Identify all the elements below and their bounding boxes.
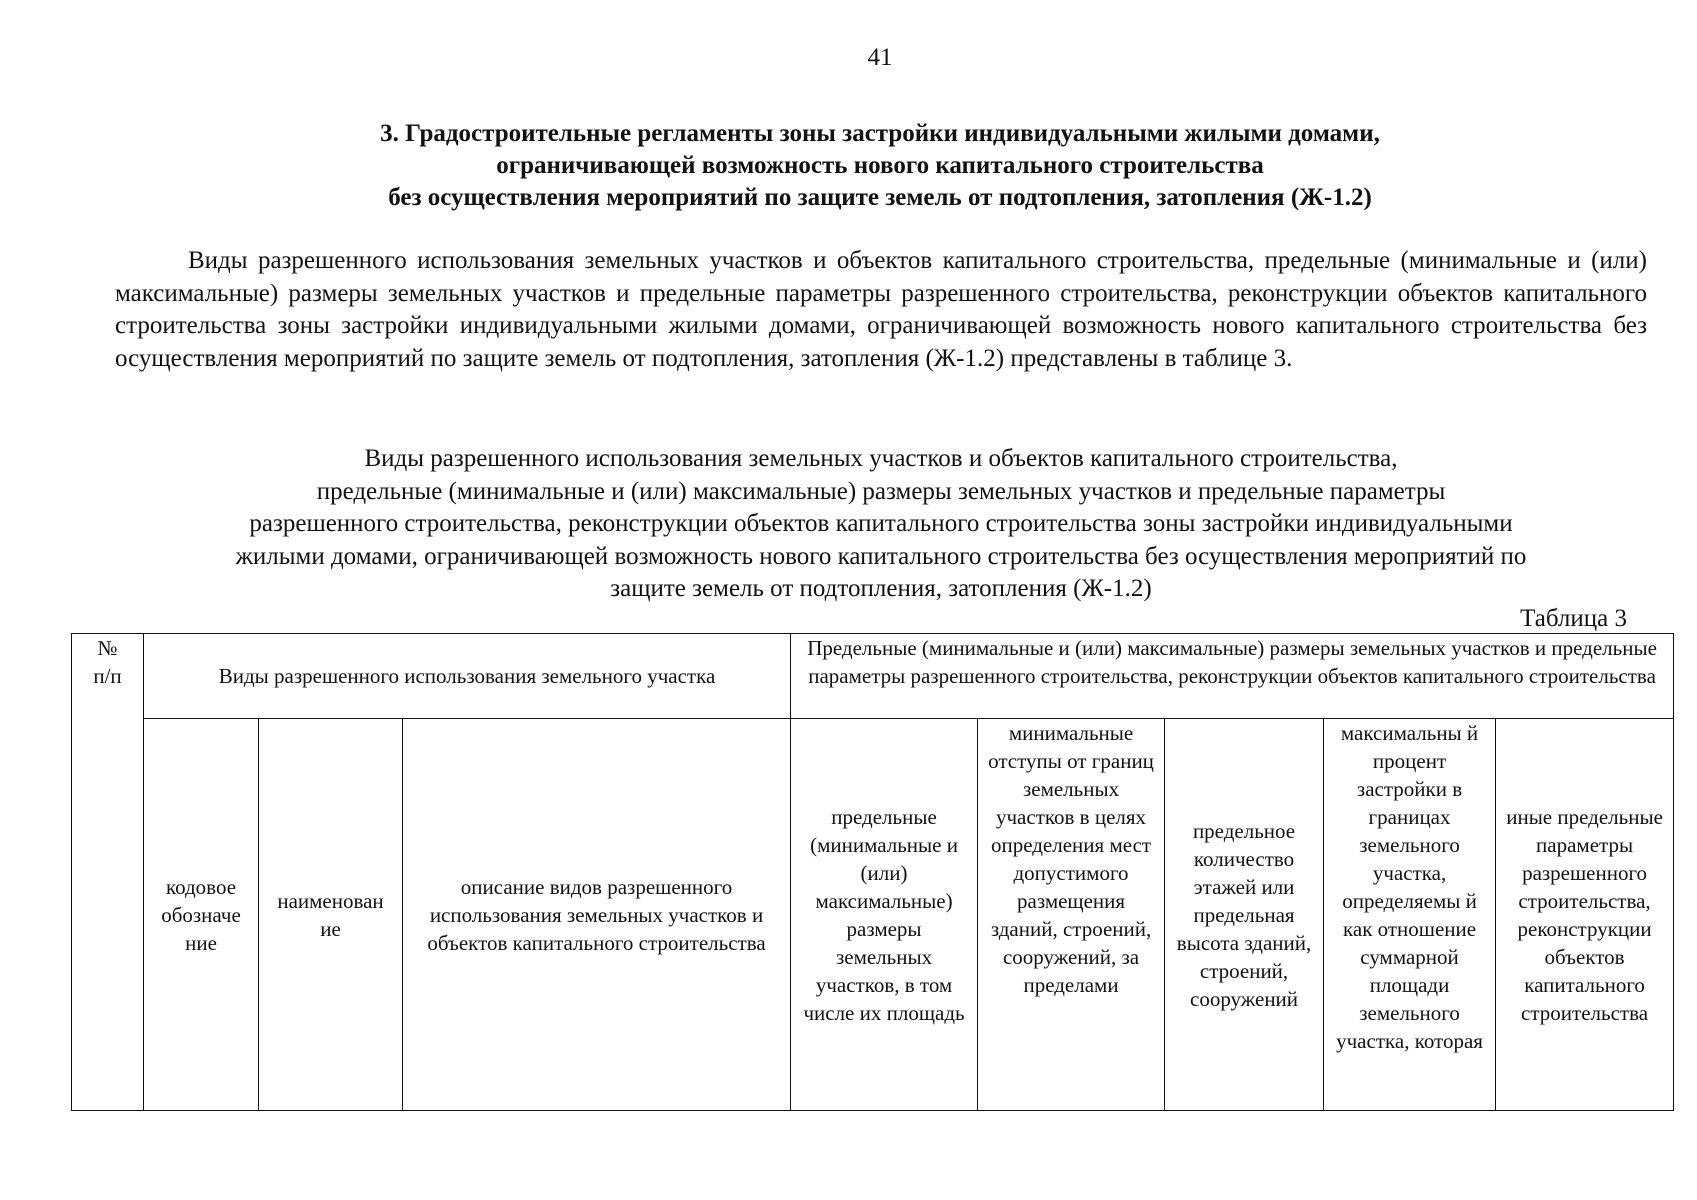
regulations-table bbox=[71, 633, 1674, 1111]
plot-size-column-header bbox=[791, 719, 978, 1111]
table-caption bbox=[115, 443, 1647, 606]
table-label: Таблица 3 bbox=[1520, 605, 1627, 632]
other-params-column-header bbox=[1496, 719, 1674, 1111]
plot-size-column-text: предельные (минимальные и (или) максимальные) размеры земельных участков, в том числе их площадь bbox=[803, 804, 965, 1025]
caption-line: жилыми домами, ограничивающей возможность нового капитального строительства без осуществления мероприятий по bbox=[235, 542, 1527, 570]
section-heading bbox=[150, 118, 1610, 214]
coverage-column-text: максимальны й процент застройки в границах земельного участка, определяемы й как отношение суммарной площади земельного участка, которая bbox=[1336, 721, 1483, 1053]
floors-column-text: предельное количество этажей или предельная высота зданий, строений, сооружений bbox=[1176, 818, 1312, 1011]
floors-column-header bbox=[1165, 719, 1324, 1111]
limits-group-header: Предельные (минимальные и (или) максимальные) размеры земельных участков и предельные параметры разрешенного строительства, реконструкции объектов капитального строительства bbox=[791, 634, 1674, 719]
code-column-text: кодовое обозначе ние bbox=[161, 874, 241, 955]
heading-line: 3. Градостроительные регламенты зоны застройки индивидуальными жилыми домами, bbox=[380, 120, 1380, 147]
description-column-header bbox=[403, 719, 791, 1111]
setbacks-column-header bbox=[978, 719, 1165, 1111]
caption-line: разрешенного строительства, реконструкции объектов капитального строительства зоны застройки индивидуальными bbox=[249, 510, 1513, 537]
caption-line: Виды разрешенного использования земельных участков и объектов капитального строительства, bbox=[364, 445, 1398, 472]
heading-line: ограничивающей возможность нового капитального строительства bbox=[496, 152, 1264, 179]
name-column-header bbox=[259, 719, 403, 1111]
code-column-header bbox=[144, 719, 259, 1111]
other-params-column-text: иные предельные параметры разрешенного строительства, реконструкции объектов капитального строительства bbox=[1506, 804, 1663, 1025]
intro-paragraph: Виды разрешенного использования земельных участков и объектов капитального строительства, предельные (минимальные и (или) максимальные) размеры земельных участков и предельные параметры разрешенного строительства, реконструкции объектов капитального строительства зоны застройки индивидуальными жилыми домами, ограничивающей возможность нового капитального строительства без осуществления мероприятий по защите земель от подтопления, затопления (Ж-1.2) представлены в таблице 3. bbox=[115, 247, 1647, 372]
number-header-text: № п/п bbox=[93, 636, 122, 688]
page-number: 41 bbox=[867, 44, 893, 71]
setbacks-column-text: минимальные отступы от границ земельных участков в целях определения мест допустимого размещения зданий, строений, сооружений, за пределами bbox=[988, 721, 1154, 997]
uses-group-header: Виды разрешенного использования земельного участка bbox=[144, 634, 791, 719]
name-column-text: наименован ие bbox=[277, 888, 384, 941]
number-header bbox=[72, 634, 144, 1111]
description-column-text: описание видов разрешенного использования земельных участков и объектов капитального строительства bbox=[427, 874, 766, 955]
coverage-column-header bbox=[1324, 719, 1496, 1111]
caption-line: защите земель от подтопления, затопления (Ж-1.2) bbox=[610, 575, 1152, 602]
caption-line: предельные (минимальные и (или) максимальные) размеры земельных участков и предельные параметры bbox=[316, 477, 1446, 505]
heading-line: без осуществления мероприятий по защите земель от подтопления, затопления (Ж-1.2) bbox=[388, 184, 1372, 211]
